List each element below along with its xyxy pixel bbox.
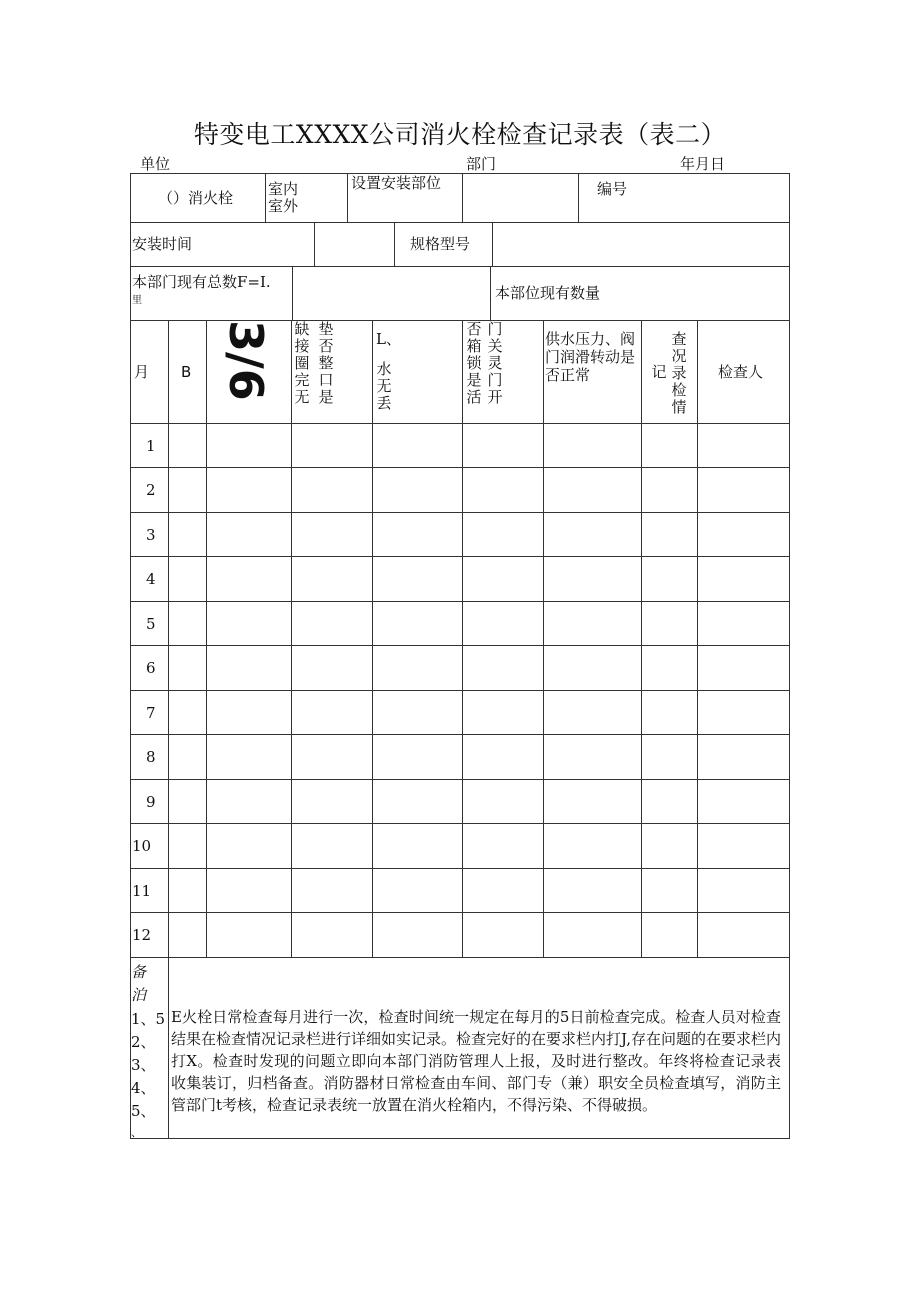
remarks-number: 3、 — [131, 1056, 156, 1074]
month-cell: 5 — [146, 615, 156, 633]
table-rule — [130, 734, 790, 735]
table-rule — [265, 173, 266, 222]
table-rule — [130, 266, 790, 267]
col-water-header-b: 水无丢 — [376, 360, 392, 412]
table-rule — [462, 320, 463, 957]
col-door-header: 门关灵门开 — [487, 320, 503, 406]
col-record-header-b: 查况录检情 — [671, 330, 687, 416]
col-record-header-a: 记 — [651, 363, 667, 381]
col-pressure-header: 供水压力、阀门润滑转动是否正常 — [545, 330, 636, 384]
table-rule — [130, 645, 790, 646]
month-cell: 10 — [132, 837, 152, 855]
table-rule — [130, 779, 790, 780]
table-rule — [490, 266, 491, 320]
table-rule — [206, 320, 207, 957]
remarks-number: 2、 — [131, 1033, 156, 1051]
table-rule — [168, 957, 169, 1139]
month-cell: 3 — [146, 526, 156, 544]
table-rule — [641, 320, 642, 957]
month-cell: 2 — [146, 481, 156, 499]
number-label: 编号 — [597, 180, 628, 198]
table-rule — [697, 320, 698, 957]
page-title: 特变电工XXXX公司消火栓检查记录表（表二） — [193, 120, 727, 149]
remarks-number: 4、 — [131, 1079, 156, 1097]
month-cell: 8 — [146, 748, 156, 766]
table-rule — [292, 266, 293, 320]
month-cell: 4 — [146, 570, 156, 588]
table-rule — [578, 173, 579, 222]
table-rule — [130, 868, 790, 869]
remarks-number: 1、5 — [131, 1010, 166, 1028]
table-rule — [130, 823, 790, 824]
month-cell: 1 — [146, 437, 156, 455]
table-rule — [130, 556, 790, 557]
table-rule — [291, 320, 292, 957]
table-rule — [372, 320, 373, 957]
spec-model-label: 规格型号 — [410, 235, 471, 253]
table-rule — [130, 173, 790, 174]
month-cell: 11 — [132, 882, 152, 900]
table-rule — [492, 222, 493, 266]
col-inspector-header: 检查人 — [718, 363, 764, 381]
dept-total-label: 本部门现有总数F=I. — [132, 273, 271, 291]
table-rule — [130, 467, 790, 468]
remarks-number: 、 — [131, 1126, 142, 1139]
big-rotated-glyph: 3/6 — [219, 320, 273, 401]
table-rule — [314, 222, 315, 266]
table-rule — [130, 222, 790, 223]
table-rule — [130, 957, 790, 958]
install-time-label: 安装时间 — [132, 235, 193, 253]
table-rule — [130, 601, 790, 602]
location-count-label: 本部位现有数量 — [495, 284, 601, 302]
hydrant-type-label: （）消火栓 — [158, 189, 234, 207]
month-cell: 7 — [146, 704, 156, 722]
col-day-header: B — [181, 363, 192, 381]
remarks-text: E火栓日常检查每月进行一次，检查时间统一规定在每月的5日前检查完成。检查人员对检查结果在检查情况记录栏进行详细如实记录。检查完好的在要求栏内打J,存在问题的在要求栏内打X。检查时发现的问题立即向本部门消防管理人上报，及时进行整改。年终将检查记录表收集装订，归档备查。消防器材日常检查由车间、部门专（兼）职安全员检查填写，消防主管部门t考核，检查记录表统一放置在消火栓箱内，不得污染、不得破损。 — [171, 1008, 781, 1114]
month-cell: 6 — [146, 659, 156, 677]
remarks-number: 5、 — [131, 1102, 156, 1120]
table-rule — [543, 320, 544, 957]
remarks-label-a: 备 — [131, 963, 147, 981]
dept-label: 部门 — [466, 155, 497, 173]
table-rule — [789, 173, 790, 1139]
col-missing-header: 缺接圈完无 — [294, 320, 310, 406]
month-cell: 9 — [146, 793, 156, 811]
table-rule — [130, 912, 790, 913]
col-water-header-a: L、 — [376, 330, 401, 348]
table-rule — [130, 423, 790, 424]
table-rule — [130, 512, 790, 513]
install-location-label: 设置安装部位 — [351, 174, 442, 192]
indoor-option: 室内 — [268, 180, 299, 198]
col-box-lock-header: 否箱锁是活 — [466, 320, 482, 406]
table-rule — [130, 1138, 790, 1139]
dept-total-sub: 里 — [132, 295, 142, 306]
table-rule — [462, 173, 463, 222]
table-rule — [347, 173, 348, 222]
table-rule — [168, 320, 169, 957]
date-label: 年月日 — [680, 155, 726, 173]
month-cell: 12 — [132, 926, 152, 944]
table-rule — [394, 222, 395, 266]
outdoor-option: 室外 — [268, 197, 299, 215]
remarks-label-b: 泊 — [131, 986, 147, 1004]
unit-label: 单位 — [140, 155, 171, 173]
table-rule — [130, 690, 790, 691]
col-month-header: 月 — [134, 363, 150, 381]
col-gasket-header: 垫否整口是 — [318, 320, 334, 406]
